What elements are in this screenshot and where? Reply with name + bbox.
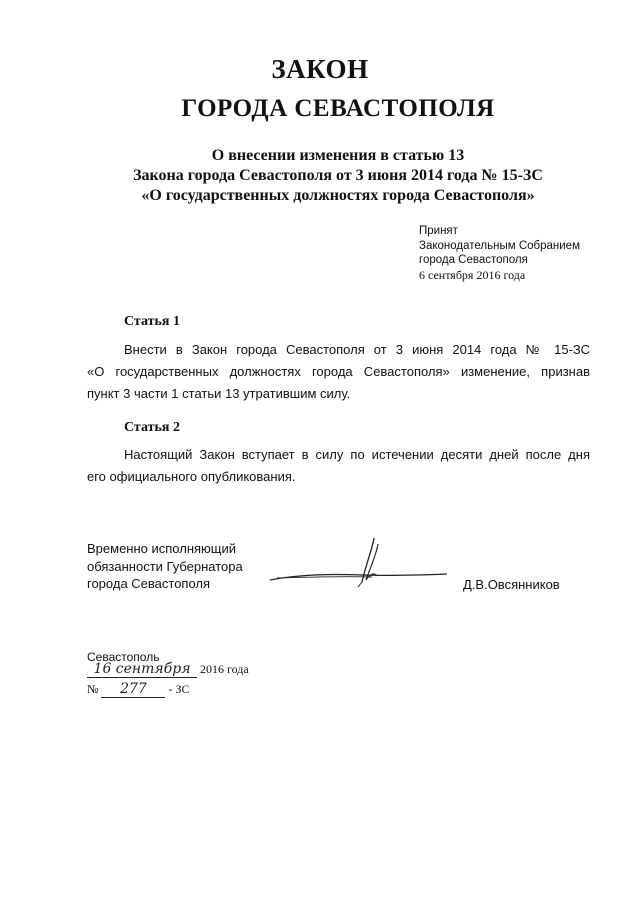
signing-date (87, 661, 249, 678)
article-1-heading: Статья 1 (124, 314, 180, 329)
article-2-heading: Статья 2 (124, 420, 180, 435)
law-name-line-1: О внесении изменения в статью 13 (211, 147, 465, 164)
adoption-line: Принят (419, 225, 458, 237)
adoption-date: 6 сентября 2016 года (419, 267, 526, 282)
law-number (87, 681, 189, 698)
handwritten-number: 277 (101, 681, 165, 698)
adoption-block (419, 224, 580, 282)
article-1-line: «О государственных должностях города Севастополя» изменение, признав (87, 364, 590, 379)
adoption-line: города Севастополя (419, 254, 528, 266)
handwritten-date: 16 сентября (87, 661, 197, 678)
signing-year: 2016 года (200, 662, 249, 676)
signatory-title-line: обязанности Губернатора (87, 558, 243, 574)
article-2-text (87, 444, 590, 488)
signatory-title-line: Временно исполняющий (87, 541, 237, 556)
law-name-line-3: «О государственных должностях города Севастополя» (141, 187, 535, 204)
article-1-line: пункт 3 части 1 статьи 13 утратившим силу. (87, 386, 351, 401)
signing-place: Севастополь (87, 650, 160, 664)
handwritten-signature (262, 530, 452, 590)
article-1-line: Внести в Закон города Севастополя от 3 июня 2014 года № 15-ЗС (124, 342, 590, 357)
article-1-text (87, 339, 590, 405)
document-subtitle-city: ГОРОДА СЕВАСТОПОЛЯ (181, 95, 495, 122)
adoption-line: Законодательным Собранием (419, 239, 580, 252)
law-name-line-2: Закона города Севастополя от 3 июня 2014 года № 15-ЗС (133, 167, 543, 184)
document-title: ЗАКОН (271, 54, 369, 84)
article-2-line: Настоящий Закон вступает в силу по истечении десяти дней после дня (124, 447, 590, 462)
number-suffix: - ЗС (168, 682, 190, 696)
signatory-name: Д.В.Овсянников (463, 577, 560, 592)
signatory-title-line: города Севастополя (87, 576, 211, 591)
article-2-line: его официального опубликования. (87, 469, 296, 484)
signatory-title (87, 540, 243, 593)
number-sign: № (87, 682, 99, 696)
